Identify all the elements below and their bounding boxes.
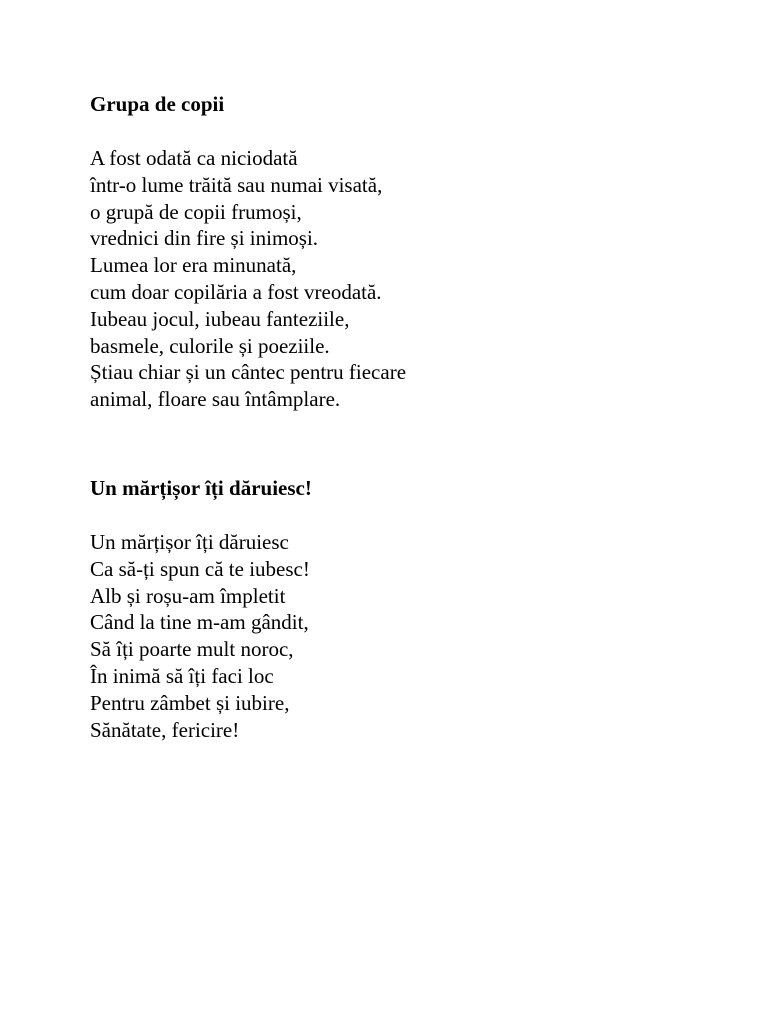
poem-line: Sănătate, fericire! bbox=[90, 717, 240, 742]
poem-line: cum doar copilăria a fost vreodată. bbox=[90, 279, 382, 304]
poem-line: Un mărțișor îți dăruiesc bbox=[90, 530, 289, 554]
poem-line: În inimă să îți faci loc bbox=[90, 663, 274, 688]
poem-line: A fost odată ca niciodată bbox=[90, 146, 298, 170]
poem-line: vrednici din fire și inimoși. bbox=[90, 226, 319, 251]
poem-line: Să îți poarte mult noroc, bbox=[90, 637, 294, 662]
poem-un-martisor bbox=[90, 475, 710, 743]
poem-line: Când la tine m-am gândit, bbox=[90, 610, 309, 635]
poem-body bbox=[90, 529, 710, 743]
poem-title: Grupa de copii bbox=[90, 92, 225, 116]
poem-line: Iubeau jocul, iubeau fanteziile, bbox=[90, 306, 350, 331]
poem-line: Știau chiar și un cântec pentru fiecare bbox=[90, 360, 407, 385]
poem-line: o grupă de copii frumoși, bbox=[90, 199, 302, 224]
poem-title: Un mărțișor îți dăruiesc! bbox=[90, 476, 312, 500]
poem-line: într-o lume trăită sau numai visată, bbox=[90, 172, 383, 197]
poem-body bbox=[90, 145, 710, 413]
poem-line: basmele, culorile și poeziile. bbox=[90, 333, 330, 358]
poem-line: Alb și roșu-am împletit bbox=[90, 583, 286, 608]
poem-line: Pentru zâmbet și iubire, bbox=[90, 690, 290, 715]
poem-grupa-de-copii bbox=[90, 91, 710, 413]
poem-line: Ca să-ți spun că te iubesc! bbox=[90, 556, 310, 581]
poem-line: animal, floare sau întâmplare. bbox=[90, 387, 341, 412]
poem-line: Lumea lor era minunată, bbox=[90, 253, 297, 278]
